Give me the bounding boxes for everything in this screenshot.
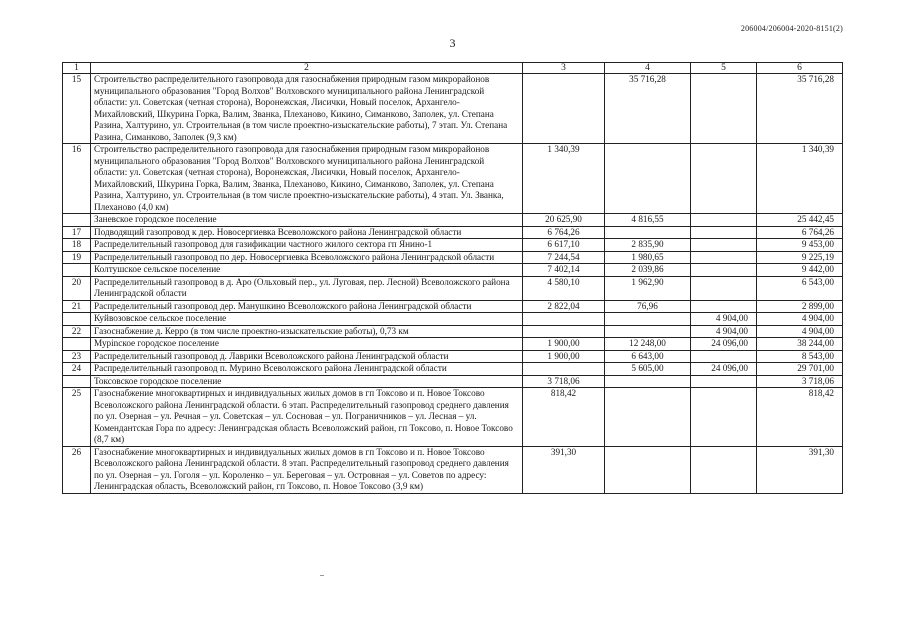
- subtotal-row: [63, 313, 843, 326]
- value-col6: 391,30: [757, 446, 843, 493]
- subtotal-row: [63, 214, 843, 227]
- table-row: [63, 388, 843, 447]
- value-col5: [691, 388, 757, 447]
- column-header: 5: [691, 63, 757, 74]
- value-col4: 1 980,65: [605, 251, 691, 264]
- row-number: [63, 264, 91, 277]
- value-col4: [605, 313, 691, 326]
- value-col6: 4 904,00: [757, 313, 843, 326]
- value-col3: [523, 313, 605, 326]
- value-col6: 8 543,00: [757, 350, 843, 363]
- value-col6: 4 904,00: [757, 325, 843, 338]
- value-col3: 818,42: [523, 388, 605, 447]
- row-description: Распределительный газопровод п. Мурино Всеволожского района Ленинградской области: [91, 363, 523, 376]
- value-col6: 35 716,28: [757, 74, 843, 144]
- document-id: 206004/206004-2020-8151(2): [740, 24, 843, 33]
- table-row: [63, 350, 843, 363]
- row-description: Распределительный газопровод д. Лаврики Всеволожского района Ленинградской области: [91, 350, 523, 363]
- row-number: [63, 338, 91, 351]
- value-col3: 6 764,26: [523, 226, 605, 239]
- value-col5: [691, 375, 757, 388]
- value-col5: 4 904,00: [691, 313, 757, 326]
- value-col4: [605, 144, 691, 214]
- page-mark: [320, 575, 324, 576]
- value-col5: 24 096,00: [691, 363, 757, 376]
- value-col6: 38 244,00: [757, 338, 843, 351]
- value-col3: [523, 325, 605, 338]
- value-col4: 1 962,90: [605, 276, 691, 300]
- value-col6: 2 899,00: [757, 300, 843, 313]
- row-number: [63, 214, 91, 227]
- row-description: Распределительный газопровод в д. Аро (Ольховый пер., ул. Луговая, пер. Лесной) Всеволожского района Ленинградской области: [91, 276, 523, 300]
- row-description: Строительство распределительного газопровода для газоснабжения природным газом микрорайонов муниципального образования "Город Волхов" Волховского муниципального района Ленинградской области: ул. Советская (четная сторона), Воронежская, Лисички, Новый поселок, Архангело-Михайловский, Шкурина Горка, Валим, Званка, Плеханово, Кикино, Симанково, Заполек, ул. Степана Разина, Халтурино, ул. Строительная (в том числе проектно-изыскательские работы), 7 этап. Ул. Степана Разина, Симанково, Заполек (9,3 км): [91, 74, 523, 144]
- header-row: [63, 63, 843, 74]
- row-number: 26: [63, 446, 91, 493]
- value-col5: 24 096,00: [691, 338, 757, 351]
- row-description: Строительство распределительного газопровода для газоснабжения природным газом микрорайонов муниципального образования "Город Волхов" Волховского муниципального района Ленинградской области: ул. Советская (четная сторона), Воронежская, Лисички, Новый поселок, Архангело-Михайловский, Шкурина Горка, Валим, Званка, Плеханово, Кикино, Симанково, Заполек, ул. Степана Разина, Халтурино, ул. Строительная (в том числе проектно-изыскательские работы), 4 этап. Ул. Званка, Плеханово (4,0 км): [91, 144, 523, 214]
- value-col4: 2 039,86: [605, 264, 691, 277]
- column-header: 6: [757, 63, 843, 74]
- table-row: [63, 144, 843, 214]
- row-description: Газоснабжение многоквартирных и индивидуальных жилых домов в гп Токсово и п. Новое Токсово Всеволожского района Ленинградской области. 6 этап. Распределительный газопровод среднего давления по ул. Озерная – ул. Речная – ул. Советская – ул. Сосновая – ул. Пограничников – ул. Лесная – ул. Комендантская Гора по адресу: Ленинградская область Всеволожский район, гп Токсово, п. Новое Токсово (8,7 км): [91, 388, 523, 447]
- value-col4: 76,96: [605, 300, 691, 313]
- row-description: Колтушское сельское поселение: [91, 264, 523, 277]
- value-col4: [605, 375, 691, 388]
- value-col3: 2 822,04: [523, 300, 605, 313]
- value-col5: [691, 226, 757, 239]
- value-col4: 6 643,00: [605, 350, 691, 363]
- row-description: Распределительный газопровод дер. Манушкино Всеволожского района Ленинградской области: [91, 300, 523, 313]
- value-col6: 9 453,00: [757, 239, 843, 252]
- value-col4: 2 835,90: [605, 239, 691, 252]
- row-description: Газоснабжение многоквартирных и индивидуальных жилых домов в гп Токсово и п. Новое Токсово Всеволожского района Ленинградской области. 8 этап. Распределительный газопровод среднего давления по ул. Озерная – ул. Гоголя – ул. Короленко – ул. Береговая – ул. Островная – ул. Советов по адресу: Ленинградская область, Всеволожский район, гп Токсово, п. Новое Токсово (3,9 км): [91, 446, 523, 493]
- value-col6: 25 442,45: [757, 214, 843, 227]
- table-row: [63, 251, 843, 264]
- table-row: [63, 363, 843, 376]
- row-number: 23: [63, 350, 91, 363]
- value-col3: 6 617,10: [523, 239, 605, 252]
- value-col5: [691, 144, 757, 214]
- value-col4: 4 816,55: [605, 214, 691, 227]
- value-col5: [691, 300, 757, 313]
- row-number: 17: [63, 226, 91, 239]
- row-description: Распределительный газопровод для газификации частного жилого сектора гп Янино-1: [91, 239, 523, 252]
- table-row: [63, 74, 843, 144]
- row-description: Токсовское городское поселение: [91, 375, 523, 388]
- value-col5: [691, 214, 757, 227]
- table-row: [63, 239, 843, 252]
- value-col6: 6 543,00: [757, 276, 843, 300]
- row-number: 25: [63, 388, 91, 447]
- column-header: 4: [605, 63, 691, 74]
- subtotal-row: [63, 375, 843, 388]
- value-col3: 3 718,06: [523, 375, 605, 388]
- value-col5: [691, 239, 757, 252]
- value-col4: [605, 446, 691, 493]
- row-number: 21: [63, 300, 91, 313]
- table-row: [63, 300, 843, 313]
- value-col3: 4 580,10: [523, 276, 605, 300]
- value-col6: 29 701,00: [757, 363, 843, 376]
- value-col3: [523, 74, 605, 144]
- value-col5: [691, 446, 757, 493]
- value-col4: [605, 325, 691, 338]
- table-row: [63, 446, 843, 493]
- row-number: [63, 313, 91, 326]
- value-col3: 391,30: [523, 446, 605, 493]
- value-col4: 12 248,00: [605, 338, 691, 351]
- value-col5: 4 904,00: [691, 325, 757, 338]
- value-col5: [691, 251, 757, 264]
- value-col4: 5 605,00: [605, 363, 691, 376]
- subtotal-row: [63, 264, 843, 277]
- row-description: Мурinское городское поселение: [91, 338, 523, 351]
- row-number: 15: [63, 74, 91, 144]
- value-col6: 6 764,26: [757, 226, 843, 239]
- value-col5: [691, 276, 757, 300]
- value-col5: [691, 350, 757, 363]
- column-header: 1: [63, 63, 91, 74]
- value-col5: [691, 74, 757, 144]
- row-description: Распределительный газопровод по дер. Новосергиевка Всеволожского района Ленинградской области: [91, 251, 523, 264]
- value-col6: 818,42: [757, 388, 843, 447]
- value-col3: 7 244,54: [523, 251, 605, 264]
- value-col6: 1 340,39: [757, 144, 843, 214]
- table-row: [63, 276, 843, 300]
- row-description: Куйвозовское сельское поселение: [91, 313, 523, 326]
- value-col3: 7 402,14: [523, 264, 605, 277]
- column-header: 2: [91, 63, 523, 74]
- table-body: [63, 63, 843, 494]
- value-col3: 20 625,90: [523, 214, 605, 227]
- row-number: [63, 375, 91, 388]
- row-number: 18: [63, 239, 91, 252]
- row-description: Подводящий газопровод к дер. Новосергиевка Всеволожского района Ленинградской области: [91, 226, 523, 239]
- value-col6: 9 225,19: [757, 251, 843, 264]
- row-number: 19: [63, 251, 91, 264]
- value-col3: 1 340,39: [523, 144, 605, 214]
- budget-table: [62, 62, 843, 494]
- table-row: [63, 325, 843, 338]
- value-col4: 35 716,28: [605, 74, 691, 144]
- column-header: 3: [523, 63, 605, 74]
- subtotal-row: [63, 338, 843, 351]
- value-col6: 3 718,06: [757, 375, 843, 388]
- value-col3: [523, 363, 605, 376]
- row-description: Газоснабжение д. Керро (в том числе проектно-изыскательские работы), 0,73 км: [91, 325, 523, 338]
- value-col5: [691, 264, 757, 277]
- page-number: 3: [449, 36, 456, 50]
- row-number: 16: [63, 144, 91, 214]
- row-number: 22: [63, 325, 91, 338]
- value-col3: 1 900,00: [523, 338, 605, 351]
- row-number: 24: [63, 363, 91, 376]
- row-number: 20: [63, 276, 91, 300]
- row-description: Заневское городское поселение: [91, 214, 523, 227]
- value-col4: [605, 226, 691, 239]
- value-col4: [605, 388, 691, 447]
- value-col3: 1 900,00: [523, 350, 605, 363]
- table-row: [63, 226, 843, 239]
- value-col6: 9 442,00: [757, 264, 843, 277]
